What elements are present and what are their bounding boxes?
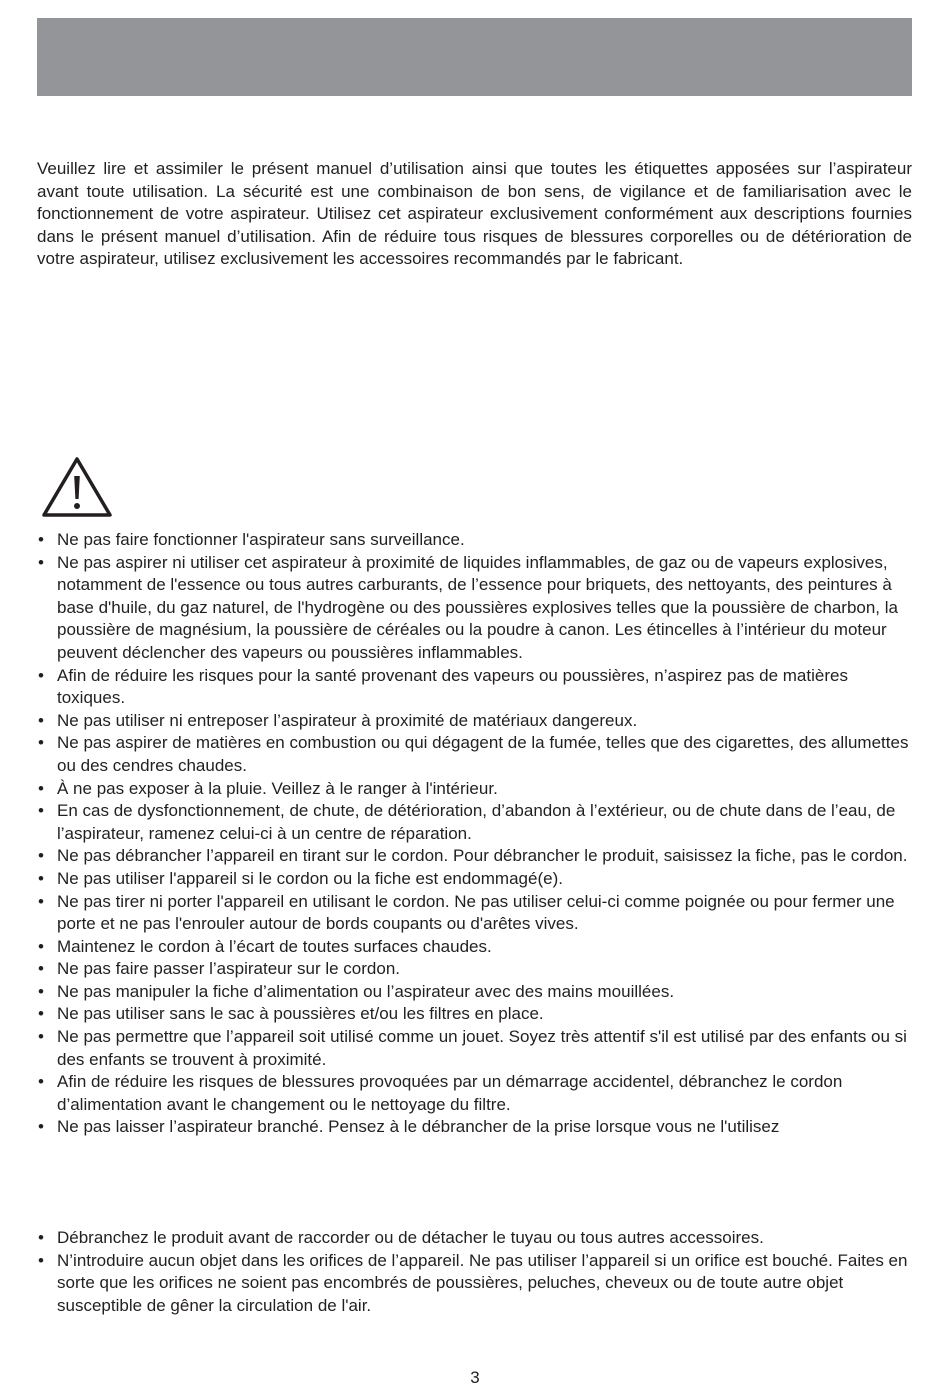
intro-paragraph: Veuillez lire et assimiler le présent manuel d’utilisation ainsi que toutes les étiquettes apposées sur l’aspirateur avant toute utilisation. La sécurité est une combinaison de bon sens, de vigilance et de familiarisation avec le fonctionnement de votre aspirateur. Utilisez cet aspirateur exclusivement conformément aux descriptions fournies dans le présent manuel d’utilisation. Afin de réduire tous risques de blessures corporelles ou de détérioration de votre aspirateur, utilisez exclusivement les accessoires recommandés par le fabricant.	[37, 159, 912, 269]
safety-list-1	[37, 529, 917, 1139]
list-item: • Ne pas manipuler la fiche d’alimentation ou l’aspirateur avec des mains mouillées.	[37, 981, 917, 1004]
warning-triangle-icon	[41, 456, 113, 518]
bullet: •	[38, 733, 44, 753]
bullet: •	[38, 710, 44, 730]
header-band	[37, 18, 912, 96]
list-item: • Débranchez le produit avant de raccorder ou de détacher le tuyau ou tous autres accessoires.	[37, 1227, 917, 1250]
list-item: • Ne pas laisser l’aspirateur branché. Pensez à le débrancher de la prise lorsque vous ne l'utilisez	[37, 1116, 917, 1139]
list-item: • Ne pas aspirer de matières en combustion ou qui dégagent de la fumée, telles que des cigarettes, des allumettes ou des cendres chaudes.	[38, 733, 909, 775]
bullet: •	[38, 1228, 44, 1247]
list-item: • À ne pas exposer à la pluie. Veillez à le ranger à l'intérieur.	[37, 778, 917, 801]
list-item: • Afin de réduire les risques pour la santé provenant des vapeurs ou poussières, n’aspirez pas de matières toxiques.	[38, 665, 848, 708]
bullet: •	[38, 891, 44, 911]
list-item: • Ne pas utiliser l'appareil si le cordon ou la fiche est endommagé(e).	[37, 868, 917, 891]
bullet: •	[38, 868, 44, 888]
safety-list-2	[37, 1227, 917, 1317]
list-item: • Ne pas utiliser sans le sac à poussières et/ou les filtres en place.	[37, 1003, 917, 1026]
list-item: • Ne pas faire passer l’aspirateur sur le cordon.	[37, 958, 917, 981]
list-item: • Ne pas tirer ni porter l'appareil en utilisant le cordon. Ne pas utiliser celui-ci comme poignée ou pour fermer une porte et ne pas l'enrouler autour de bords coupants ou d'arêtes vives.	[38, 891, 895, 934]
bullet: •	[38, 1072, 44, 1092]
bullet: •	[38, 530, 44, 549]
bullet: •	[38, 801, 44, 821]
bullet: •	[38, 846, 44, 866]
list-item: • Ne pas utiliser ni entreposer l’aspirateur à proximité de matériaux dangereux.	[37, 710, 917, 733]
list-item: • Ne pas faire fonctionner l'aspirateur sans surveillance.	[37, 529, 917, 552]
bullet: •	[38, 552, 44, 572]
list-item: • Maintenez le cordon à l’écart de toutes surfaces chaudes.	[37, 936, 917, 959]
list-item: • Ne pas permettre que l’appareil soit utilisé comme un jouet. Soyez très attentif s'il est utilisé par des enfants ou si des enfants se trouvent à proximité.	[38, 1027, 907, 1069]
list-item: • En cas de dysfonctionnement, de chute, de détérioration, d’abandon à l’extérieur, ou de chute dans de l’eau, de l’aspirateur, ramenez celui-ci à un centre de réparation.	[38, 801, 896, 843]
bullet: •	[38, 778, 44, 798]
list-item: • Ne pas débrancher l’appareil en tirant sur le cordon. Pour débrancher le produit, saisissez la fiche, pas le cordon.	[37, 845, 917, 868]
page-number: 3	[470, 1368, 480, 1387]
bullet: •	[38, 981, 44, 1001]
bullet: •	[38, 1117, 44, 1137]
bullet: •	[38, 936, 44, 956]
list-item: • N’introduire aucun objet dans les orifices de l’appareil. Ne pas utiliser l’appareil si un orifice est bouché. Faites en sorte que les orifices ne soient pas encombrés de poussières, peluches, cheveux ou de toute autre objet susceptible de gêner la circulation de l'air.	[38, 1250, 908, 1315]
bullet: •	[38, 1004, 44, 1024]
bullet: •	[38, 1250, 44, 1270]
bullet: •	[38, 1027, 44, 1047]
bullet: •	[38, 959, 44, 979]
bullet: •	[38, 665, 44, 685]
list-item: • Afin de réduire les risques de blessures provoquées par un démarrage accidentel, débranchez le cordon d’alimentation avant le changement ou le nettoyage du filtre.	[38, 1072, 843, 1114]
list-item: • Ne pas aspirer ni utiliser cet aspirateur à proximité de liquides inflammables, de gaz ou de vapeurs explosives, notamment de l'essence ou tous autres carburants, de l’essence pour briquets, des nettoyants, des peintures à base d'huile, du gaz naturel, de l'hydrogène ou des poussières explosives telles que la poussière de charbon, la poussière de magnésium, la poussière de céréales ou la poudre à canon. Les étincelles à l’intérieur du moteur peuvent déclencher des vapeurs ou poussières inflammables.	[38, 552, 898, 662]
